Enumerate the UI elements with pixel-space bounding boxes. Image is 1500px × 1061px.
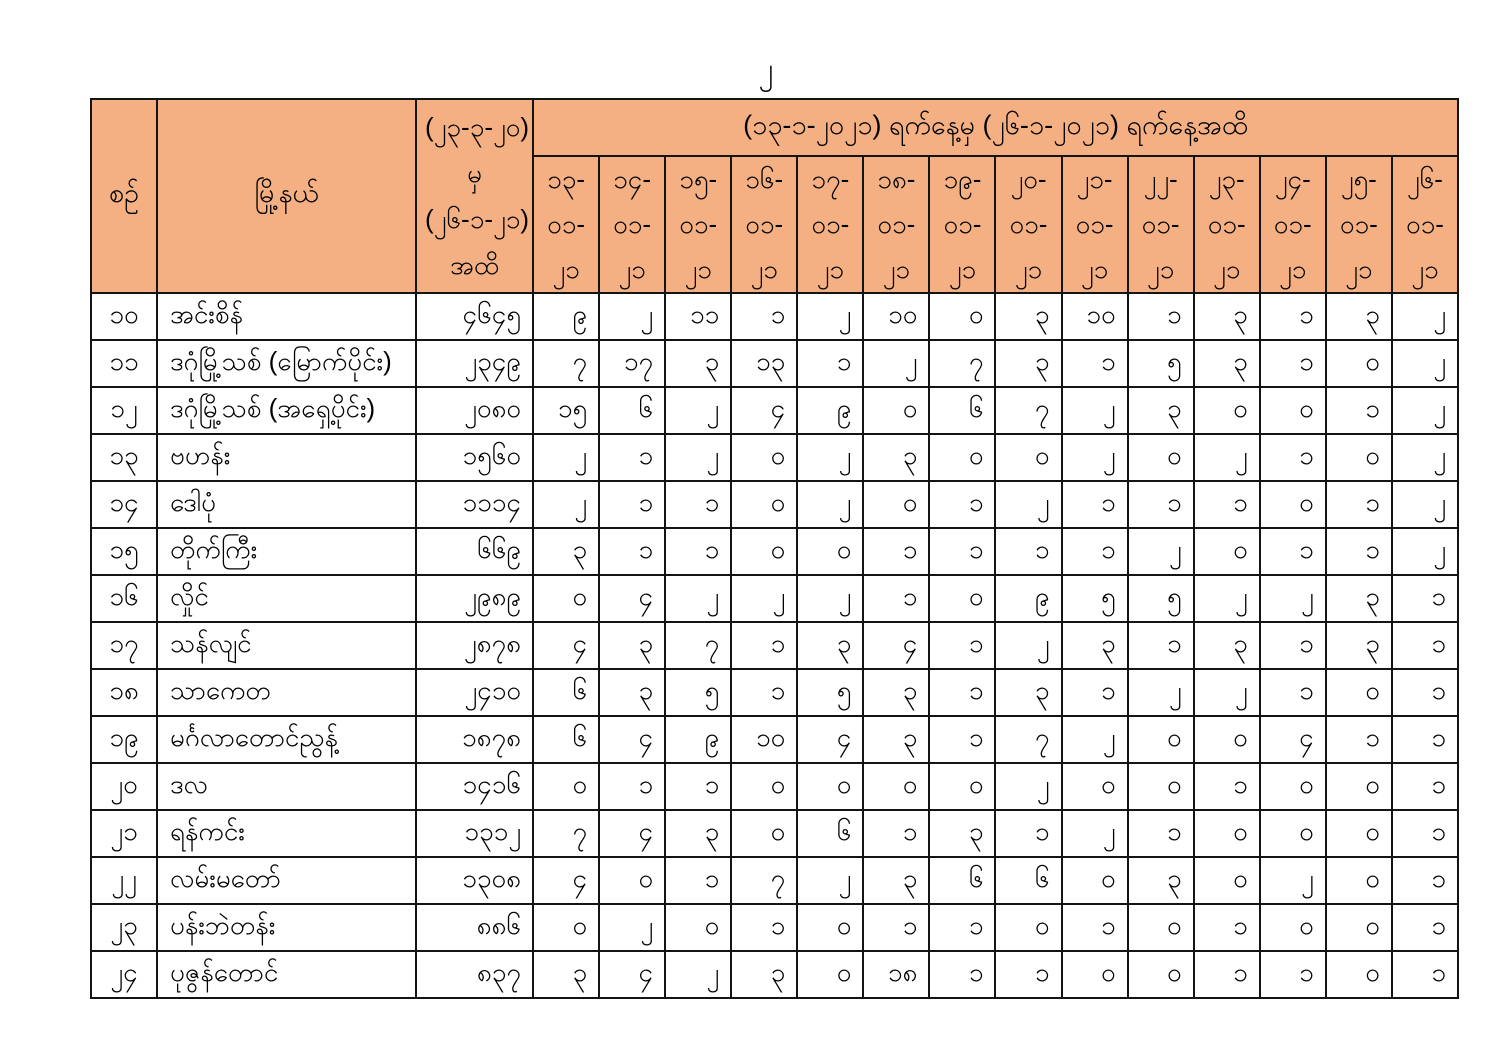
col-header-date-range: (၁၃-၁-၂၀၂၁) ရက်နေ့မှ (၂၆-၁-၂၀၂၁) ရက်နေ့အထိ [533, 99, 1458, 156]
daily-count-cell: ၁ [995, 951, 1061, 998]
serial-cell: ၁၂ [91, 387, 157, 434]
daily-count-cell: ၀ [1194, 810, 1260, 857]
daily-count-cell: ၀ [863, 481, 929, 528]
daily-count-cell: ၃ [599, 622, 665, 669]
township-cell: လှိုင် [157, 575, 416, 622]
daily-count-cell: ၀ [1062, 951, 1128, 998]
table-row [91, 951, 1458, 998]
daily-count-cell: ၁၀ [1062, 293, 1128, 340]
daily-count-cell: ၁ [1062, 528, 1128, 575]
daily-count-cell: ၇ [533, 340, 599, 387]
daily-count-cell: ၀ [731, 481, 797, 528]
daily-count-cell: ၂ [1128, 528, 1194, 575]
township-cell: ဗဟန်း [157, 434, 416, 481]
daily-count-cell: ၃ [1326, 293, 1392, 340]
daily-count-cell: ၄ [599, 951, 665, 998]
daily-count-cell: ၀ [533, 763, 599, 810]
daily-count-cell: ၂ [797, 434, 863, 481]
table-row [91, 763, 1458, 810]
daily-count-cell: ၃ [1194, 622, 1260, 669]
daily-count-cell: ၃ [533, 951, 599, 998]
daily-count-cell: ၁ [1392, 669, 1458, 716]
daily-count-cell: ၃ [1062, 622, 1128, 669]
daily-count-cell: ၀ [731, 434, 797, 481]
daily-count-cell: ၃ [995, 293, 1061, 340]
col-header-serial: စဉ် [91, 99, 157, 293]
daily-count-cell: ၂ [1194, 575, 1260, 622]
col-header-date: ၂၄- ၀၁- ၂၁ [1260, 156, 1326, 293]
serial-cell: ၁၃ [91, 434, 157, 481]
daily-count-cell: ၁ [665, 481, 731, 528]
daily-count-cell: ၀ [1326, 340, 1392, 387]
daily-count-cell: ၁၁ [665, 293, 731, 340]
daily-count-cell: ၁ [1326, 481, 1392, 528]
daily-count-cell: ၀ [797, 528, 863, 575]
serial-cell: ၂၂ [91, 857, 157, 904]
daily-count-cell: ၆ [533, 716, 599, 763]
serial-cell: ၂၄ [91, 951, 157, 998]
daily-count-cell: ၁ [1128, 810, 1194, 857]
daily-count-cell: ၀ [1260, 904, 1326, 951]
daily-count-cell: ၁ [1062, 904, 1128, 951]
daily-count-cell: ၁ [599, 434, 665, 481]
col-header-date: ၁၉- ၀၁- ၂၁ [929, 156, 995, 293]
cumulative-total-cell: ၁၃၁၂ [416, 810, 533, 857]
serial-cell: ၁၈ [91, 669, 157, 716]
township-cell: ဒဂုံမြို့သစ် (အရှေ့ပိုင်း) [157, 387, 416, 434]
col-header-date: ၁၆- ၀၁- ၂၁ [731, 156, 797, 293]
township-cell: ပုဇွန်တောင် [157, 951, 416, 998]
col-header-cumulative-period: (၂၃-၃-၂၀) မှ (၂၆-၁-၂၁) အထိ [416, 99, 533, 293]
daily-count-cell: ၂ [1260, 575, 1326, 622]
daily-count-cell: ၃ [731, 951, 797, 998]
daily-count-cell: ၂ [1392, 528, 1458, 575]
daily-count-cell: ၂ [1392, 434, 1458, 481]
daily-count-cell: ၀ [1326, 434, 1392, 481]
daily-count-cell: ၁ [929, 716, 995, 763]
township-cell: မင်္ဂလာတောင်ညွန့် [157, 716, 416, 763]
daily-count-cell: ၄ [599, 716, 665, 763]
serial-cell: ၁၉ [91, 716, 157, 763]
daily-count-cell: ၃ [1194, 340, 1260, 387]
table-header [91, 99, 1458, 293]
daily-count-cell: ၃ [863, 669, 929, 716]
daily-count-cell: ၆ [995, 857, 1061, 904]
daily-count-cell: ၂ [1392, 340, 1458, 387]
col-header-date: ၂၆- ၀၁- ၂၁ [1392, 156, 1458, 293]
daily-count-cell: ၂ [1194, 434, 1260, 481]
table-row [91, 622, 1458, 669]
township-cell: တိုက်ကြီး [157, 528, 416, 575]
table-row [91, 481, 1458, 528]
daily-count-cell: ၀ [599, 857, 665, 904]
daily-count-cell: ၀ [1326, 904, 1392, 951]
daily-count-cell: ၇ [929, 340, 995, 387]
daily-count-cell: ၁ [797, 340, 863, 387]
table-row [91, 528, 1458, 575]
daily-count-cell: ၁ [995, 528, 1061, 575]
township-cell: လမ်းမတော် [157, 857, 416, 904]
daily-count-cell: ၀ [995, 904, 1061, 951]
daily-count-cell: ၁ [1392, 810, 1458, 857]
col-header-date: ၂၃- ၀၁- ၂၁ [1194, 156, 1260, 293]
daily-count-cell: ၂ [533, 481, 599, 528]
daily-count-cell: ၁၀ [731, 716, 797, 763]
cumulative-total-cell: ၁၁၁၄ [416, 481, 533, 528]
daily-count-cell: ၄ [797, 716, 863, 763]
daily-count-cell: ၁ [1392, 904, 1458, 951]
daily-count-cell: ၀ [1260, 763, 1326, 810]
daily-count-cell: ၂ [1128, 669, 1194, 716]
daily-count-cell: ၀ [1260, 387, 1326, 434]
daily-count-cell: ၁ [665, 763, 731, 810]
col-header-date: ၁၅- ၀၁- ၂၁ [665, 156, 731, 293]
cumulative-total-cell: ၁၈၇၈ [416, 716, 533, 763]
daily-count-cell: ၁ [1326, 528, 1392, 575]
daily-count-cell: ၀ [665, 904, 731, 951]
daily-count-cell: ၆ [533, 669, 599, 716]
daily-count-cell: ၁ [1128, 622, 1194, 669]
daily-count-cell: ၂ [599, 293, 665, 340]
daily-count-cell: ၇ [533, 810, 599, 857]
table-row [91, 716, 1458, 763]
daily-count-cell: ၀ [1326, 763, 1392, 810]
daily-count-cell: ၁ [1392, 857, 1458, 904]
daily-count-cell: ၄ [731, 387, 797, 434]
daily-count-cell: ၀ [1194, 528, 1260, 575]
daily-count-cell: ၁ [863, 575, 929, 622]
daily-count-cell: ၁ [731, 669, 797, 716]
daily-count-cell: ၀ [1326, 810, 1392, 857]
col-header-date: ၂၅- ၀၁- ၂၁ [1326, 156, 1392, 293]
township-cell: ဒလ [157, 763, 416, 810]
daily-count-cell: ၃ [1326, 575, 1392, 622]
daily-count-cell: ၀ [797, 904, 863, 951]
daily-count-cell: ၅ [797, 669, 863, 716]
col-header-date: ၁၃- ၀၁- ၂၁ [533, 156, 599, 293]
cumulative-total-cell: ၁၄၁၆ [416, 763, 533, 810]
daily-count-cell: ၃ [1128, 387, 1194, 434]
daily-count-cell: ၁ [929, 481, 995, 528]
daily-count-cell: ၀ [731, 763, 797, 810]
daily-count-cell: ၁ [995, 810, 1061, 857]
daily-count-cell: ၀ [929, 575, 995, 622]
daily-count-cell: ၁ [599, 481, 665, 528]
table-row [91, 904, 1458, 951]
daily-count-cell: ၃ [665, 810, 731, 857]
daily-count-cell: ၆ [929, 857, 995, 904]
table-row [91, 434, 1458, 481]
daily-count-cell: ၃ [863, 434, 929, 481]
daily-count-cell: ၀ [1128, 716, 1194, 763]
serial-cell: ၁၅ [91, 528, 157, 575]
page-number: ၂ [758, 53, 774, 86]
daily-count-cell: ၁ [1326, 716, 1392, 763]
daily-count-cell: ၃ [1128, 857, 1194, 904]
daily-count-cell: ၀ [1326, 951, 1392, 998]
daily-count-cell: ၂ [995, 622, 1061, 669]
daily-count-cell: ၀ [797, 763, 863, 810]
daily-count-cell: ၂ [665, 575, 731, 622]
daily-count-cell: ၅ [1062, 575, 1128, 622]
cumulative-total-cell: ၁၃၀၈ [416, 857, 533, 904]
daily-count-cell: ၀ [1128, 904, 1194, 951]
daily-count-cell: ၁ [1062, 340, 1128, 387]
daily-count-cell: ၇ [995, 716, 1061, 763]
daily-count-cell: ၁ [1194, 481, 1260, 528]
cumulative-total-cell: ၂၈၇၈ [416, 622, 533, 669]
daily-count-cell: ၄ [533, 857, 599, 904]
daily-count-cell: ၁၇ [599, 340, 665, 387]
daily-count-cell: ၅ [665, 669, 731, 716]
cumulative-total-cell: ၈၈၆ [416, 904, 533, 951]
daily-count-cell: ၁ [1326, 387, 1392, 434]
daily-count-cell: ၁ [731, 622, 797, 669]
daily-count-cell: ၀ [863, 763, 929, 810]
daily-count-cell: ၀ [1128, 434, 1194, 481]
daily-count-cell: ၀ [1128, 951, 1194, 998]
daily-count-cell: ၀ [1260, 481, 1326, 528]
township-cell: အင်းစိန် [157, 293, 416, 340]
daily-count-cell: ၁ [1194, 951, 1260, 998]
daily-count-cell: ၁ [929, 904, 995, 951]
table-row [91, 340, 1458, 387]
daily-count-cell: ၀ [1326, 857, 1392, 904]
daily-count-cell: ၆ [797, 810, 863, 857]
table-row [91, 810, 1458, 857]
serial-cell: ၁၇ [91, 622, 157, 669]
daily-count-cell: ၁ [1062, 669, 1128, 716]
daily-count-cell: ၂ [665, 387, 731, 434]
daily-count-cell: ၃ [929, 810, 995, 857]
table-row [91, 387, 1458, 434]
daily-count-cell: ၀ [1326, 669, 1392, 716]
daily-count-cell: ၁ [1194, 904, 1260, 951]
daily-count-cell: ၀ [1128, 763, 1194, 810]
daily-count-cell: ၃ [863, 857, 929, 904]
daily-count-cell: ၇ [995, 387, 1061, 434]
cumulative-total-cell: ၆၆၉ [416, 528, 533, 575]
daily-count-cell: ၁ [1128, 481, 1194, 528]
daily-count-cell: ၂ [797, 293, 863, 340]
daily-count-cell: ၉ [797, 387, 863, 434]
daily-count-cell: ၂ [1062, 434, 1128, 481]
daily-count-cell: ၃ [995, 669, 1061, 716]
daily-count-cell: ၁၀ [863, 293, 929, 340]
col-header-date: ၂၀- ၀၁- ၂၁ [995, 156, 1061, 293]
daily-count-cell: ၆ [929, 387, 995, 434]
daily-count-cell: ၁ [1392, 763, 1458, 810]
daily-count-cell: ၁ [863, 810, 929, 857]
daily-count-cell: ၁ [1194, 763, 1260, 810]
daily-count-cell: ၁ [731, 904, 797, 951]
daily-count-cell: ၀ [731, 528, 797, 575]
cumulative-total-cell: ၁၅၆၀ [416, 434, 533, 481]
daily-count-cell: ၅ [1128, 340, 1194, 387]
daily-count-cell: ၀ [929, 293, 995, 340]
daily-count-cell: ၁ [1260, 951, 1326, 998]
daily-count-cell: ၂ [1392, 387, 1458, 434]
township-cell: ပန်းဘဲတန်း [157, 904, 416, 951]
cumulative-total-cell: ၂၀၈၀ [416, 387, 533, 434]
daily-count-cell: ၁ [929, 622, 995, 669]
daily-count-cell: ၁ [863, 528, 929, 575]
col-header-date: ၁၈- ၀၁- ၂၁ [863, 156, 929, 293]
serial-cell: ၁၀ [91, 293, 157, 340]
daily-count-cell: ၃ [533, 528, 599, 575]
daily-count-cell: ၁ [1392, 716, 1458, 763]
daily-count-cell: ၂ [665, 951, 731, 998]
daily-count-cell: ၁၈ [863, 951, 929, 998]
daily-count-cell: ၄ [863, 622, 929, 669]
daily-count-cell: ၁ [665, 857, 731, 904]
daily-count-cell: ၁ [599, 763, 665, 810]
daily-count-cell: ၁ [731, 293, 797, 340]
daily-count-cell: ၀ [1260, 810, 1326, 857]
cumulative-total-cell: ၂၉၈၉ [416, 575, 533, 622]
daily-count-cell: ၂ [863, 340, 929, 387]
daily-count-cell: ၁ [929, 528, 995, 575]
daily-count-cell: ၀ [731, 810, 797, 857]
daily-count-cell: ၁ [1260, 434, 1326, 481]
township-cell: ဒဂုံမြို့သစ် (မြောက်ပိုင်း) [157, 340, 416, 387]
col-header-date: ၂၁- ၀၁- ၂၁ [1062, 156, 1128, 293]
daily-count-cell: ၃ [599, 669, 665, 716]
township-cell: ဒေါပုံ [157, 481, 416, 528]
daily-count-cell: ၀ [863, 387, 929, 434]
serial-cell: ၂၀ [91, 763, 157, 810]
cumulative-total-cell: ၈၃၇ [416, 951, 533, 998]
daily-count-cell: ၂ [533, 434, 599, 481]
col-header-date: ၁၇- ၀၁- ၂၁ [797, 156, 863, 293]
table-row [91, 293, 1458, 340]
daily-count-cell: ၁ [1392, 622, 1458, 669]
daily-count-cell: ၃ [995, 340, 1061, 387]
daily-count-cell: ၂ [797, 575, 863, 622]
daily-count-cell: ၁၅ [533, 387, 599, 434]
daily-count-cell: ၁ [863, 904, 929, 951]
serial-cell: ၁၆ [91, 575, 157, 622]
daily-count-cell: ၁ [1392, 951, 1458, 998]
daily-count-cell: ၀ [1062, 857, 1128, 904]
daily-count-cell: ၂ [1062, 716, 1128, 763]
daily-count-cell: ၅ [1128, 575, 1194, 622]
daily-count-cell: ၀ [1062, 763, 1128, 810]
daily-count-cell: ၂ [995, 481, 1061, 528]
daily-count-cell: ၉ [995, 575, 1061, 622]
serial-cell: ၂၃ [91, 904, 157, 951]
serial-cell: ၁၄ [91, 481, 157, 528]
cumulative-total-cell: ၄၆၄၅ [416, 293, 533, 340]
daily-count-cell: ၃ [665, 340, 731, 387]
daily-count-cell: ၉ [665, 716, 731, 763]
col-header-township: မြို့နယ် [157, 99, 416, 293]
daily-count-cell: ၁ [1260, 528, 1326, 575]
daily-count-cell: ၁ [929, 669, 995, 716]
daily-count-cell: ၄ [1260, 716, 1326, 763]
daily-count-cell: ၃ [797, 622, 863, 669]
daily-count-cell: ၂ [995, 763, 1061, 810]
daily-count-cell: ၂ [797, 481, 863, 528]
table-body [91, 293, 1458, 998]
township-cell: ရန်ကင်း [157, 810, 416, 857]
daily-count-cell: ၀ [929, 434, 995, 481]
daily-cases-table [90, 98, 1459, 999]
daily-count-cell: ၁ [1260, 622, 1326, 669]
daily-count-cell: ၃ [863, 716, 929, 763]
township-cell: သာကေတ [157, 669, 416, 716]
daily-count-cell: ၂ [731, 575, 797, 622]
table-row [91, 575, 1458, 622]
daily-count-cell: ၁ [1260, 293, 1326, 340]
daily-count-cell: ၁ [1260, 340, 1326, 387]
daily-count-cell: ၂ [1392, 293, 1458, 340]
daily-count-cell: ၀ [797, 951, 863, 998]
cumulative-total-cell: ၂၄၁၀ [416, 669, 533, 716]
daily-count-cell: ၂ [1062, 810, 1128, 857]
daily-count-cell: ၁ [1062, 481, 1128, 528]
daily-count-cell: ၄ [599, 575, 665, 622]
daily-count-cell: ၀ [1194, 716, 1260, 763]
daily-count-cell: ၁၃ [731, 340, 797, 387]
daily-count-cell: ၂ [1194, 669, 1260, 716]
daily-count-cell: ၂ [1392, 481, 1458, 528]
daily-count-cell: ၁ [599, 528, 665, 575]
col-header-date: ၁၄- ၀၁- ၂၁ [599, 156, 665, 293]
daily-count-cell: ၀ [533, 904, 599, 951]
daily-count-cell: ၂ [599, 904, 665, 951]
township-cell: သန်လျင် [157, 622, 416, 669]
daily-count-cell: ၀ [533, 575, 599, 622]
daily-count-cell: ၁ [1128, 293, 1194, 340]
daily-count-cell: ၄ [533, 622, 599, 669]
daily-count-cell: ၂ [665, 434, 731, 481]
col-header-date: ၂၂- ၀၁- ၂၁ [1128, 156, 1194, 293]
daily-count-cell: ၂ [1062, 387, 1128, 434]
serial-cell: ၁၁ [91, 340, 157, 387]
daily-count-cell: ၀ [929, 763, 995, 810]
daily-count-cell: ၁ [929, 951, 995, 998]
table-row [91, 669, 1458, 716]
serial-cell: ၂၁ [91, 810, 157, 857]
daily-count-cell: ၂ [1260, 857, 1326, 904]
daily-count-cell: ၉ [533, 293, 599, 340]
daily-count-cell: ၆ [599, 387, 665, 434]
daily-count-cell: ၃ [1194, 293, 1260, 340]
daily-count-cell: ၇ [665, 622, 731, 669]
daily-count-cell: ၁ [1260, 669, 1326, 716]
daily-count-cell: ၃ [1326, 622, 1392, 669]
daily-count-cell: ၀ [1194, 857, 1260, 904]
table-row [91, 857, 1458, 904]
cumulative-total-cell: ၂၃၄၉ [416, 340, 533, 387]
daily-count-cell: ၄ [599, 810, 665, 857]
daily-count-cell: ၀ [1194, 387, 1260, 434]
daily-count-cell: ၁ [1392, 575, 1458, 622]
daily-count-cell: ၀ [995, 434, 1061, 481]
daily-count-cell: ၂ [797, 857, 863, 904]
daily-count-cell: ၇ [731, 857, 797, 904]
daily-count-cell: ၁ [665, 528, 731, 575]
